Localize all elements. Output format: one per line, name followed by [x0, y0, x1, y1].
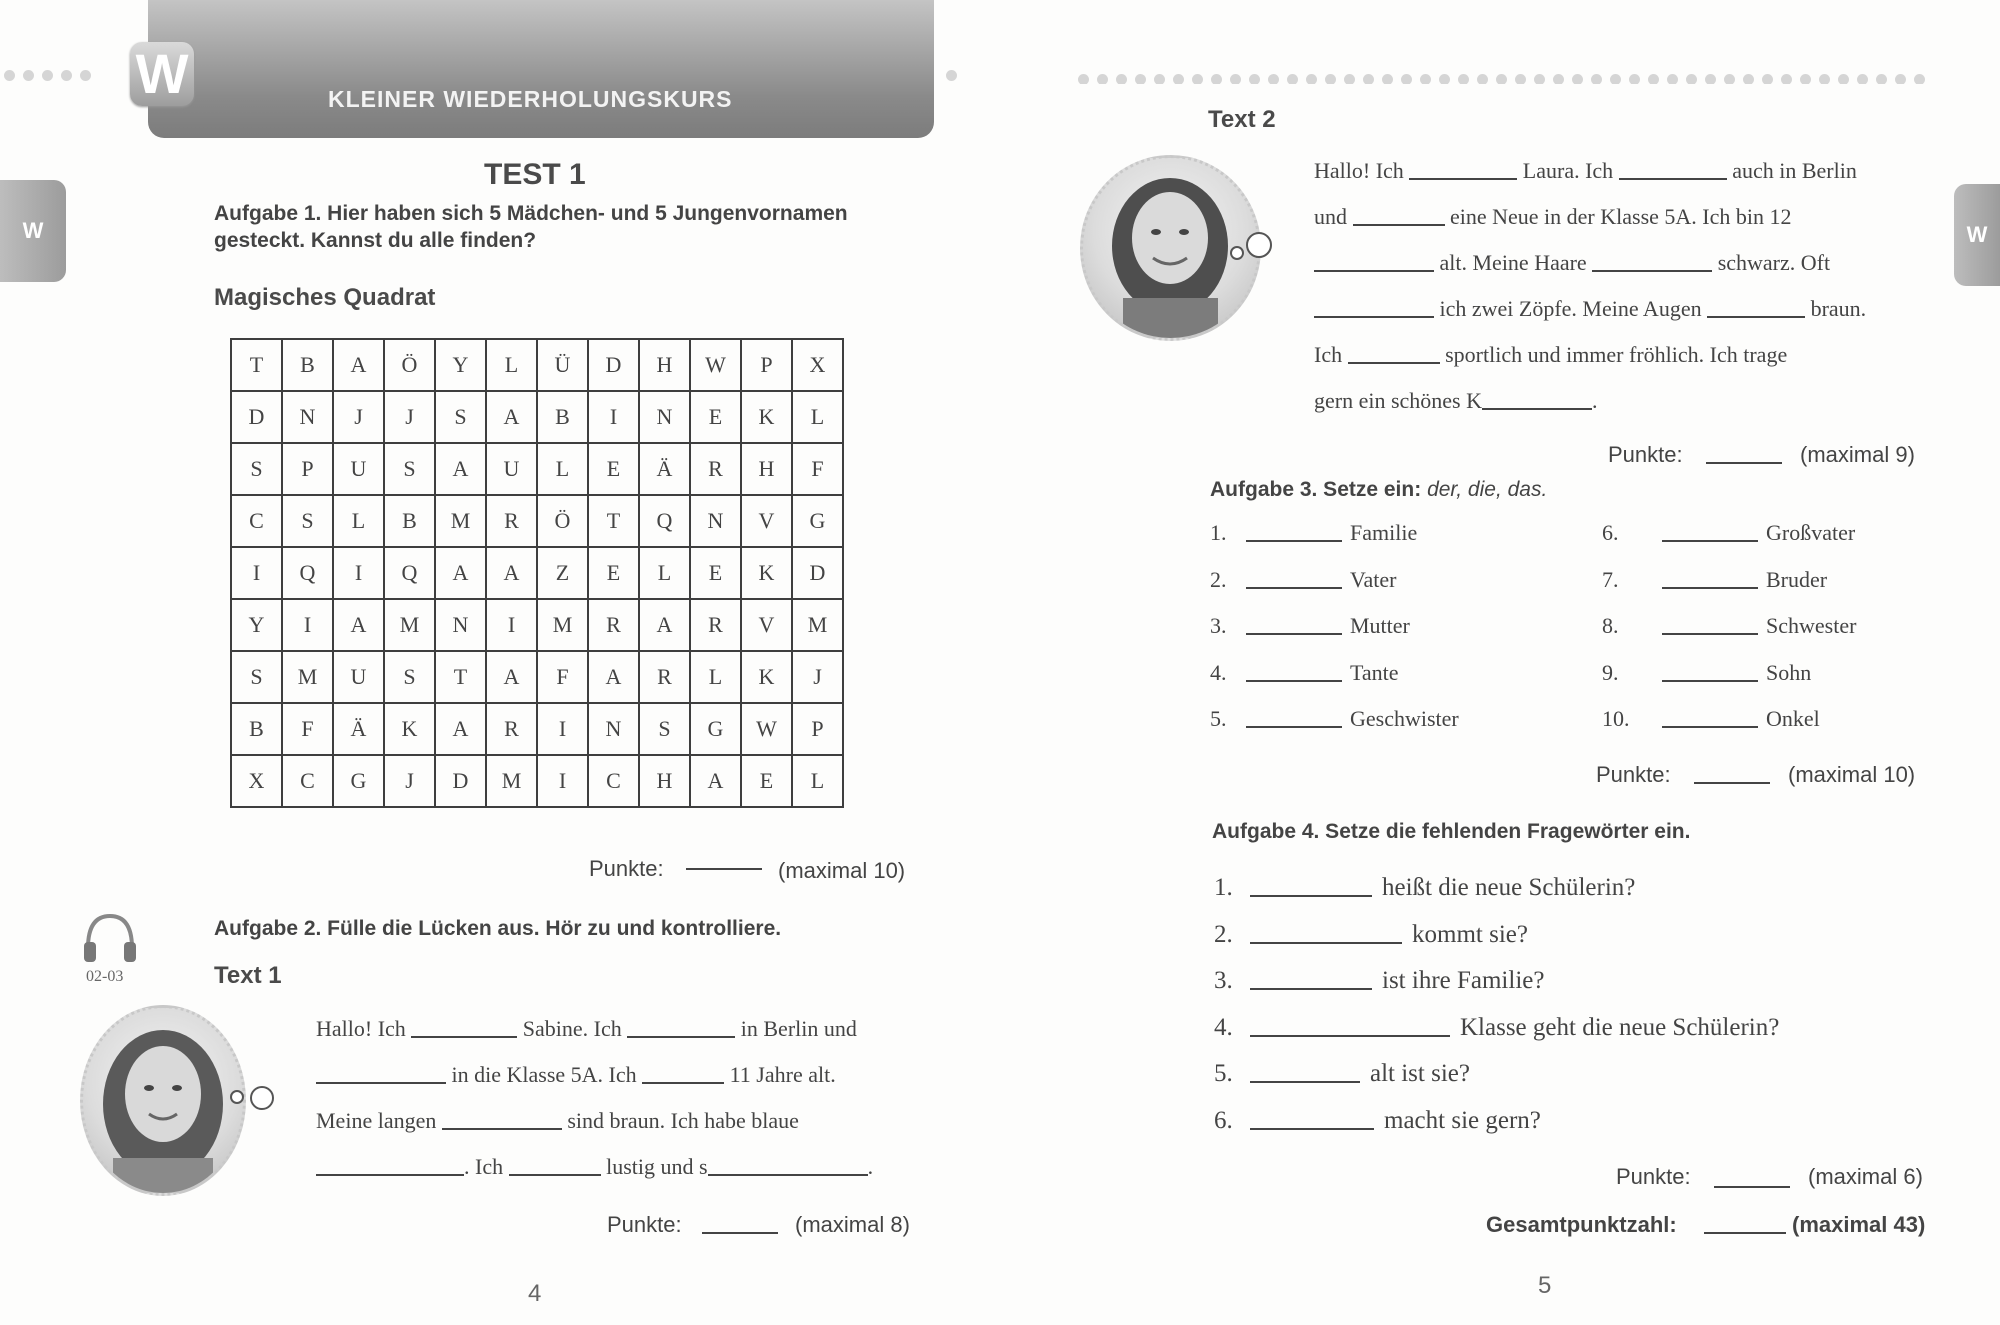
task3-points-max: (maximal 10): [1788, 762, 1916, 787]
grid-cell[interactable]: R: [690, 443, 741, 495]
task3-item-number: 10.: [1602, 706, 1630, 731]
task4-item-number: 5.: [1214, 1060, 1233, 1087]
task3-item-number: 8.: [1602, 613, 1619, 638]
task3-article-blank[interactable]: [1662, 611, 1758, 635]
task3-article-blank[interactable]: [1662, 704, 1758, 728]
decorative-dot-row-left: [4, 68, 99, 80]
task3-item: [1210, 518, 1417, 546]
grid-cell[interactable]: P: [282, 443, 333, 495]
text2-points-label: Punkte:: [1608, 442, 1683, 467]
task4-item-text: Klasse geht die neue Schülerin?: [1460, 1013, 1780, 1041]
task3-item: [1602, 704, 1820, 732]
grid-row: [231, 755, 843, 807]
grid-cell[interactable]: P: [792, 703, 843, 755]
grid-cell[interactable]: S: [384, 443, 435, 495]
grid-cell[interactable]: C: [588, 755, 639, 807]
grid-cell[interactable]: P: [741, 339, 792, 391]
grid-row: [231, 703, 843, 755]
grid-cell[interactable]: Z: [537, 547, 588, 599]
text2-points-blank[interactable]: [1706, 462, 1782, 464]
task3-item-word: Familie: [1350, 520, 1418, 545]
thought-bubble-small-2: [1230, 246, 1244, 260]
grid-cell[interactable]: E: [588, 547, 639, 599]
grid-cell[interactable]: L: [537, 443, 588, 495]
total-score-blank[interactable]: [1704, 1232, 1786, 1234]
task3-item-word: Mutter: [1350, 613, 1410, 638]
task3-article-blank[interactable]: [1662, 518, 1758, 542]
grid-cell[interactable]: G: [333, 755, 384, 807]
grid-row: [231, 339, 843, 391]
grid-cell[interactable]: K: [384, 703, 435, 755]
test-title: TEST 1: [484, 158, 586, 191]
grid-cell[interactable]: A: [333, 599, 384, 651]
grid-cell[interactable]: D: [231, 391, 282, 443]
grid-cell[interactable]: M: [435, 495, 486, 547]
task3-instruction: Aufgabe 3. Setze ein: der, die, das.: [1210, 478, 1548, 501]
grid-cell[interactable]: M: [537, 599, 588, 651]
grid-cell[interactable]: C: [282, 755, 333, 807]
grid-cell[interactable]: A: [639, 599, 690, 651]
task4-question-word-blank[interactable]: [1250, 1010, 1450, 1037]
grid-cell[interactable]: V: [741, 599, 792, 651]
task3-item: [1210, 565, 1396, 593]
task3-article-blank[interactable]: [1662, 565, 1758, 589]
task4-question-word-blank[interactable]: [1250, 917, 1402, 944]
grid-cell[interactable]: Y: [435, 339, 486, 391]
task3-item-word: Bruder: [1766, 566, 1828, 592]
header-banner: [148, 0, 934, 138]
side-tab-left: W: [0, 180, 66, 282]
grid-cell[interactable]: A: [435, 443, 486, 495]
text1-title: Text 1: [214, 962, 282, 989]
grid-cell[interactable]: A: [486, 651, 537, 703]
task3-article-blank[interactable]: [1246, 704, 1342, 728]
text1-blank-7[interactable]: [509, 1152, 601, 1176]
grid-cell[interactable]: W: [741, 703, 792, 755]
audio-track-number: 02-03: [86, 968, 124, 985]
task3-item-number: 7.: [1602, 566, 1619, 592]
grid-cell[interactable]: Q: [282, 547, 333, 599]
task3-item-number: 4.: [1210, 659, 1227, 685]
grid-cell[interactable]: R: [639, 651, 690, 703]
grid-cell[interactable]: I: [282, 599, 333, 651]
grid-cell[interactable]: E: [588, 443, 639, 495]
grid-cell[interactable]: R: [690, 599, 741, 651]
grid-cell[interactable]: D: [792, 547, 843, 599]
grid-cell[interactable]: Q: [384, 547, 435, 599]
grid-cell[interactable]: B: [231, 703, 282, 755]
task3-item-number: 3.: [1210, 613, 1227, 638]
grid-cell[interactable]: H: [639, 755, 690, 807]
grid-cell[interactable]: A: [690, 755, 741, 807]
grid-row: [231, 651, 843, 703]
grid-cell[interactable]: L: [639, 547, 690, 599]
section-badge: W: [130, 42, 194, 106]
decorative-dot-row-right: [1078, 72, 1978, 84]
task4-item-text: alt ist sie?: [1370, 1060, 1470, 1087]
text1-blank-2[interactable]: [627, 1014, 735, 1038]
grid-row: [231, 495, 843, 547]
grid-cell[interactable]: N: [588, 703, 639, 755]
task4-item: [1214, 870, 1635, 902]
text2-blank-9[interactable]: [1482, 386, 1592, 410]
task3-points-blank[interactable]: [1694, 782, 1770, 784]
grid-cell[interactable]: G: [690, 703, 741, 755]
grid-cell[interactable]: C: [231, 495, 282, 547]
headphones-icon: [80, 910, 140, 965]
grid-cell[interactable]: L: [333, 495, 384, 547]
task3-item-number: 1.: [1210, 520, 1227, 545]
grid-cell[interactable]: X: [792, 339, 843, 391]
task4-item-number: 2.: [1214, 920, 1233, 948]
grid-row: [231, 443, 843, 495]
page-number-left: 4: [528, 1280, 542, 1307]
grid-cell[interactable]: S: [231, 443, 282, 495]
grid-cell[interactable]: Q: [639, 495, 690, 547]
grid-cell[interactable]: J: [792, 651, 843, 703]
task3-item-word: Großvater: [1766, 520, 1856, 545]
grid-cell[interactable]: R: [588, 599, 639, 651]
task4-item-text: ist ihre Familie?: [1382, 967, 1545, 994]
text2-title: Text 2: [1208, 106, 1276, 133]
grid-cell[interactable]: R: [486, 703, 537, 755]
text2-blank-3[interactable]: [1353, 202, 1445, 226]
task3-item-number: 6.: [1602, 520, 1619, 545]
task3-article-blank[interactable]: [1662, 658, 1758, 682]
task2-points-label: Punkte:: [607, 1212, 682, 1237]
task1-instruction-line1: Aufgabe 1. Hier haben sich 5 Mädchen- und 5 Jungenvornamen: [214, 202, 848, 225]
task4-points-blank[interactable]: [1714, 1186, 1790, 1188]
text1-paragraph: Hallo! Ich Sabine. Ich in Berlin und in die Klasse 5A. Ich 11 Jahre alt. Meine langen sind braun. Ich habe blaue . Ich lustig und s .: [316, 1016, 874, 1179]
task3-item-word: Onkel: [1766, 706, 1820, 731]
task2-points-max: (maximal 8): [795, 1212, 910, 1237]
task3-item: [1602, 611, 1856, 639]
task4-item-number: 3.: [1214, 967, 1233, 994]
task4-item-text: kommt sie?: [1412, 920, 1528, 948]
grid-cell[interactable]: L: [792, 755, 843, 807]
grid-cell[interactable]: F: [282, 703, 333, 755]
task4-item: [1214, 917, 1528, 949]
grid-cell[interactable]: L: [792, 391, 843, 443]
header-title: KLEINER WIEDERHOLUNGSKURS: [328, 86, 733, 112]
grid-cell[interactable]: A: [435, 547, 486, 599]
grid-cell[interactable]: T: [588, 495, 639, 547]
grid-cell[interactable]: G: [792, 495, 843, 547]
text1-blank-4[interactable]: [642, 1060, 724, 1084]
grid-cell[interactable]: N: [435, 599, 486, 651]
grid-cell[interactable]: J: [384, 391, 435, 443]
grid-cell[interactable]: B: [537, 391, 588, 443]
grid-cell[interactable]: M: [384, 599, 435, 651]
task4-item-text: macht sie gern?: [1384, 1106, 1541, 1134]
task3-item-word: Sohn: [1766, 659, 1812, 685]
task3-article-blank[interactable]: [1246, 565, 1342, 589]
task4-item-text: heißt die neue Schülerin?: [1382, 874, 1636, 901]
text2-blank-2[interactable]: [1619, 156, 1727, 180]
task3-article-blank[interactable]: [1246, 518, 1342, 542]
task3-item: [1602, 565, 1827, 593]
text2-points-max: (maximal 9): [1800, 442, 1915, 467]
task1-instruction-line2: gesteckt. Kannst du alle finden?: [214, 229, 537, 252]
task4-points-max: (maximal 6): [1808, 1164, 1923, 1189]
grid-cell[interactable]: B: [282, 339, 333, 391]
task4-item: [1214, 1010, 1779, 1042]
task4-question-word-blank[interactable]: [1250, 870, 1372, 897]
task3-item-word: Vater: [1350, 566, 1397, 592]
grid-cell[interactable]: K: [741, 391, 792, 443]
grid-cell[interactable]: H: [639, 339, 690, 391]
grid-cell[interactable]: I: [486, 599, 537, 651]
grid-cell[interactable]: R: [486, 495, 537, 547]
task4-item: [1214, 1056, 1470, 1088]
grid-cell[interactable]: V: [741, 495, 792, 547]
thought-bubble-large-2: [1246, 232, 1272, 258]
text1-blank-1[interactable]: [411, 1014, 517, 1038]
grid-cell[interactable]: E: [690, 547, 741, 599]
grid-cell[interactable]: E: [690, 391, 741, 443]
grid-cell[interactable]: N: [639, 391, 690, 443]
total-score-max: (maximal 43): [1792, 1212, 1926, 1237]
grid-cell[interactable]: W: [690, 339, 741, 391]
grid-cell[interactable]: I: [537, 703, 588, 755]
grid-cell[interactable]: L: [486, 339, 537, 391]
task3-item-word: Schwester: [1766, 613, 1857, 638]
grid-cell[interactable]: M: [792, 599, 843, 651]
side-tab-right: W: [1954, 184, 2000, 286]
task3-item: [1602, 658, 1811, 686]
text1-blank-6[interactable]: [316, 1152, 464, 1176]
grid-cell[interactable]: F: [792, 443, 843, 495]
task4-item: [1214, 1103, 1541, 1135]
magic-square-grid: [230, 338, 844, 808]
grid-cell[interactable]: Ö: [537, 495, 588, 547]
grid-cell[interactable]: A: [333, 339, 384, 391]
grid-cell[interactable]: D: [435, 755, 486, 807]
grid-cell[interactable]: U: [333, 651, 384, 703]
magic-square-title: Magisches Quadrat: [214, 284, 436, 311]
task3-article-blank[interactable]: [1246, 658, 1342, 682]
grid-cell[interactable]: J: [333, 391, 384, 443]
grid-cell[interactable]: I: [537, 755, 588, 807]
task4-points-label: Punkte:: [1616, 1164, 1691, 1189]
task4-question-word-blank[interactable]: [1250, 1056, 1360, 1083]
grid-cell[interactable]: S: [282, 495, 333, 547]
text2-blank-5[interactable]: [1592, 248, 1712, 272]
task1-points-max: (maximal 10): [778, 858, 906, 883]
task3-points-label: Punkte:: [1596, 762, 1671, 787]
task4-question-word-blank[interactable]: [1250, 963, 1372, 990]
grid-cell[interactable]: A: [486, 391, 537, 443]
grid-cell[interactable]: H: [741, 443, 792, 495]
grid-cell[interactable]: S: [231, 651, 282, 703]
text2-paragraph: Hallo! Ich Laura. Ich auch in Berlin und eine Neue in der Klasse 5A. Ich bin 12 alt. Meine Haare schwarz. Oft ich zwei Zöpfe. Meine Augen braun. Ich sportlich und immer fröhlich. Ich trage gern ein schönes K .: [1314, 158, 1867, 413]
grid-cell[interactable]: Y: [231, 599, 282, 651]
grid-cell[interactable]: X: [231, 755, 282, 807]
thought-bubble-large: [250, 1086, 274, 1110]
task3-item-word: Tante: [1350, 659, 1399, 685]
task3-item: [1602, 518, 1855, 546]
grid-cell[interactable]: T: [435, 651, 486, 703]
task3-item-number: 2.: [1210, 566, 1227, 592]
grid-cell[interactable]: N: [690, 495, 741, 547]
task3-item-number: 9.: [1602, 659, 1619, 685]
task3-item-number: 5.: [1210, 706, 1227, 731]
grid-cell[interactable]: F: [537, 651, 588, 703]
thought-bubble-small: [230, 1090, 244, 1104]
task3-list-right: [1602, 518, 1962, 738]
grid-cell[interactable]: D: [588, 339, 639, 391]
grid-cell[interactable]: K: [741, 547, 792, 599]
grid-row: [231, 599, 843, 651]
task4-list: [1214, 870, 1914, 1150]
text1-blank-8[interactable]: [708, 1152, 868, 1176]
grid-cell[interactable]: N: [282, 391, 333, 443]
grid-cell[interactable]: K: [741, 651, 792, 703]
text2-blank-8[interactable]: [1348, 340, 1440, 364]
grid-cell[interactable]: Ö: [384, 339, 435, 391]
decorative-dot-row-left-end: [946, 68, 965, 80]
grid-cell[interactable]: I: [588, 391, 639, 443]
grid-cell[interactable]: L: [690, 651, 741, 703]
page-number-right: 5: [1538, 1272, 1552, 1299]
task2-points-blank[interactable]: [702, 1232, 778, 1234]
grid-cell[interactable]: S: [435, 391, 486, 443]
grid-cell[interactable]: A: [435, 703, 486, 755]
task3-item: [1210, 658, 1399, 686]
text2-blank-1[interactable]: [1409, 156, 1517, 180]
girl-photo-sabine: [80, 1005, 246, 1196]
grid-cell[interactable]: S: [639, 703, 690, 755]
task4-question-word-blank[interactable]: [1250, 1103, 1374, 1130]
task4-item-number: 4.: [1214, 1013, 1233, 1041]
grid-cell[interactable]: E: [741, 755, 792, 807]
task4-item-number: 1.: [1214, 874, 1233, 901]
task3-item-word: Geschwister: [1350, 706, 1459, 731]
text1-blank-3[interactable]: [316, 1060, 446, 1084]
grid-cell[interactable]: I: [333, 547, 384, 599]
task2-instruction: Aufgabe 2. Fülle die Lücken aus. Hör zu und kontrolliere.: [214, 917, 782, 940]
grid-cell[interactable]: U: [333, 443, 384, 495]
text2-blank-4[interactable]: [1314, 248, 1434, 272]
grid-cell[interactable]: Ä: [333, 703, 384, 755]
grid-row: [231, 547, 843, 599]
task4-instruction: Aufgabe 4. Setze die fehlenden Fragewörter ein.: [1212, 820, 1691, 843]
grid-cell[interactable]: S: [384, 651, 435, 703]
grid-cell[interactable]: M: [282, 651, 333, 703]
task4-item-number: 6.: [1214, 1106, 1233, 1134]
text1-blank-5[interactable]: [442, 1106, 562, 1130]
grid-cell[interactable]: I: [231, 547, 282, 599]
grid-cell[interactable]: A: [588, 651, 639, 703]
grid-cell[interactable]: U: [486, 443, 537, 495]
text2-blank-6[interactable]: [1314, 294, 1434, 318]
task1-points-label: Punkte:: [589, 856, 664, 881]
total-score-label: Gesamtpunktzahl:: [1486, 1212, 1677, 1237]
grid-cell[interactable]: A: [486, 547, 537, 599]
grid-cell[interactable]: Ä: [639, 443, 690, 495]
task1-points-blank[interactable]: [686, 868, 762, 870]
grid-cell[interactable]: J: [384, 755, 435, 807]
grid-row: [231, 391, 843, 443]
grid-cell[interactable]: B: [384, 495, 435, 547]
task4-item: [1214, 963, 1544, 995]
grid-cell[interactable]: M: [486, 755, 537, 807]
grid-cell[interactable]: T: [231, 339, 282, 391]
task3-item: [1210, 611, 1410, 639]
task3-item: [1210, 704, 1459, 732]
text2-blank-7[interactable]: [1707, 294, 1805, 318]
task3-article-blank[interactable]: [1246, 611, 1342, 635]
grid-cell[interactable]: Ü: [537, 339, 588, 391]
